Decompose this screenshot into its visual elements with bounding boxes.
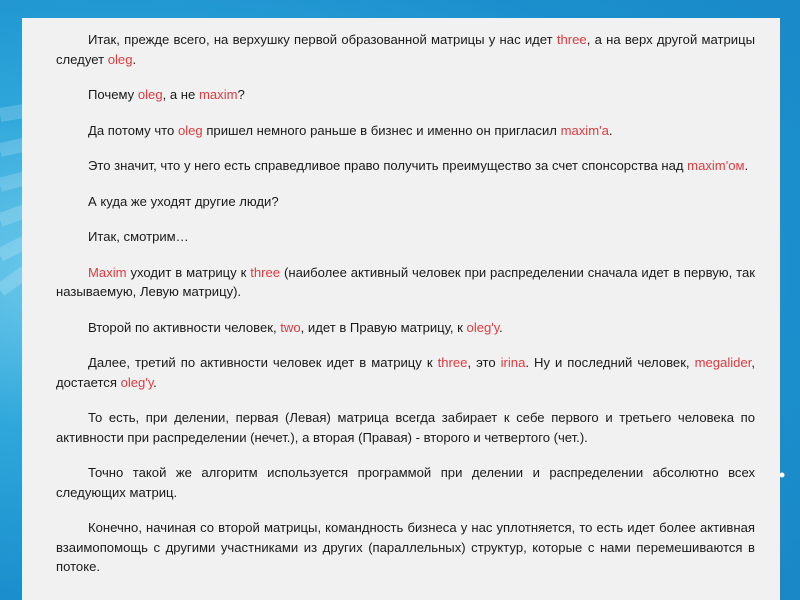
paragraph: [56, 408, 755, 447]
highlighted-term: oleg: [137, 87, 163, 102]
paragraph-text: .: [153, 374, 157, 390]
paragraph: [56, 263, 755, 302]
highlighted-term: three: [556, 32, 587, 47]
paragraph-text: , а на верх другой матрицы следует: [56, 32, 755, 67]
paragraph: [56, 121, 755, 141]
paragraph-text: Итак, смотрим…: [88, 229, 189, 244]
paragraph-text: А куда же уходят другие люди?: [88, 193, 279, 209]
paragraph-text: . Ну и последний человек,: [525, 355, 695, 370]
paragraph-text: .: [499, 319, 503, 335]
highlighted-term: maxim'ом: [687, 158, 745, 173]
highlighted-term: Maxim: [88, 264, 127, 280]
paragraph-text: Далее, третий по активности человек идет в матрицу к: [88, 355, 438, 370]
highlighted-term: oleg'у: [120, 374, 154, 390]
paragraph-text: .: [132, 51, 137, 67]
paragraph-text: То есть, при делении, первая (Левая) матрица всегда забирает к себе первого и третьего человека по активности при распределении (нечет.), а вторая (Правая) - второго и четвертого (чет.).: [56, 410, 755, 445]
paragraph-text: Да потому что: [88, 122, 178, 138]
paragraph-text: , это: [467, 355, 501, 370]
highlighted-term: oleg: [177, 122, 203, 138]
paragraph-text: Второй по активности человек,: [88, 319, 281, 335]
paragraph: [56, 227, 755, 247]
paragraph: [56, 318, 755, 338]
paragraph-text: Почему: [88, 87, 138, 102]
paragraph-text: , идет в Правую матрицу, к: [300, 319, 467, 335]
text-panel: [22, 18, 780, 600]
paragraph-text: Точно такой же алгоритм используется программой при делении и распределении абсолютно всех следующих матриц.: [56, 465, 755, 500]
paragraph: [56, 518, 755, 577]
highlighted-term: maxim'а: [560, 122, 609, 138]
paragraph: [56, 463, 755, 502]
paragraph-text: , достается: [56, 355, 755, 390]
paragraph: [56, 353, 755, 392]
highlighted-term: three: [250, 264, 281, 280]
paragraph-text: Итак, прежде всего, на верхушку первой образованной матрицы у нас идет: [88, 32, 557, 47]
paragraph-text: , а не: [162, 87, 199, 102]
highlighted-term: three: [437, 355, 468, 370]
highlighted-term: oleg: [107, 51, 133, 67]
paragraph: [56, 156, 755, 176]
paragraph: [56, 30, 755, 69]
paragraph-text: ?: [237, 87, 245, 102]
highlighted-term: two: [280, 319, 301, 335]
paragraph-text: пришел немного раньше в бизнес и именно он пригласил: [202, 122, 561, 138]
paragraph-text: уходит в матрицу к: [126, 264, 251, 280]
paragraph-text: Это значит, что у него есть справедливое право получить преимущество за счет спонсорства над: [88, 158, 688, 173]
paragraph-text: .: [608, 122, 613, 138]
highlighted-term: megalider: [694, 355, 752, 370]
highlighted-term: maxim: [198, 87, 238, 102]
paragraph-text: Конечно, начиная со второй матрицы, командность бизнеса у нас уплотняется, то есть идет более активная взаимопомощь с другими участниками из других (параллельных) структур, которые с нами перемешиваются в потоке.: [56, 520, 755, 574]
paragraph: [56, 85, 755, 105]
highlighted-term: irina: [500, 355, 526, 370]
highlighted-term: oleg'у: [466, 319, 500, 335]
paragraph-text: (наиболее активный человек при распределении сначала идет в первую, так называемую, Левую матрицу).: [56, 264, 755, 299]
paragraph: [56, 192, 755, 212]
paragraph-text: .: [744, 158, 749, 173]
